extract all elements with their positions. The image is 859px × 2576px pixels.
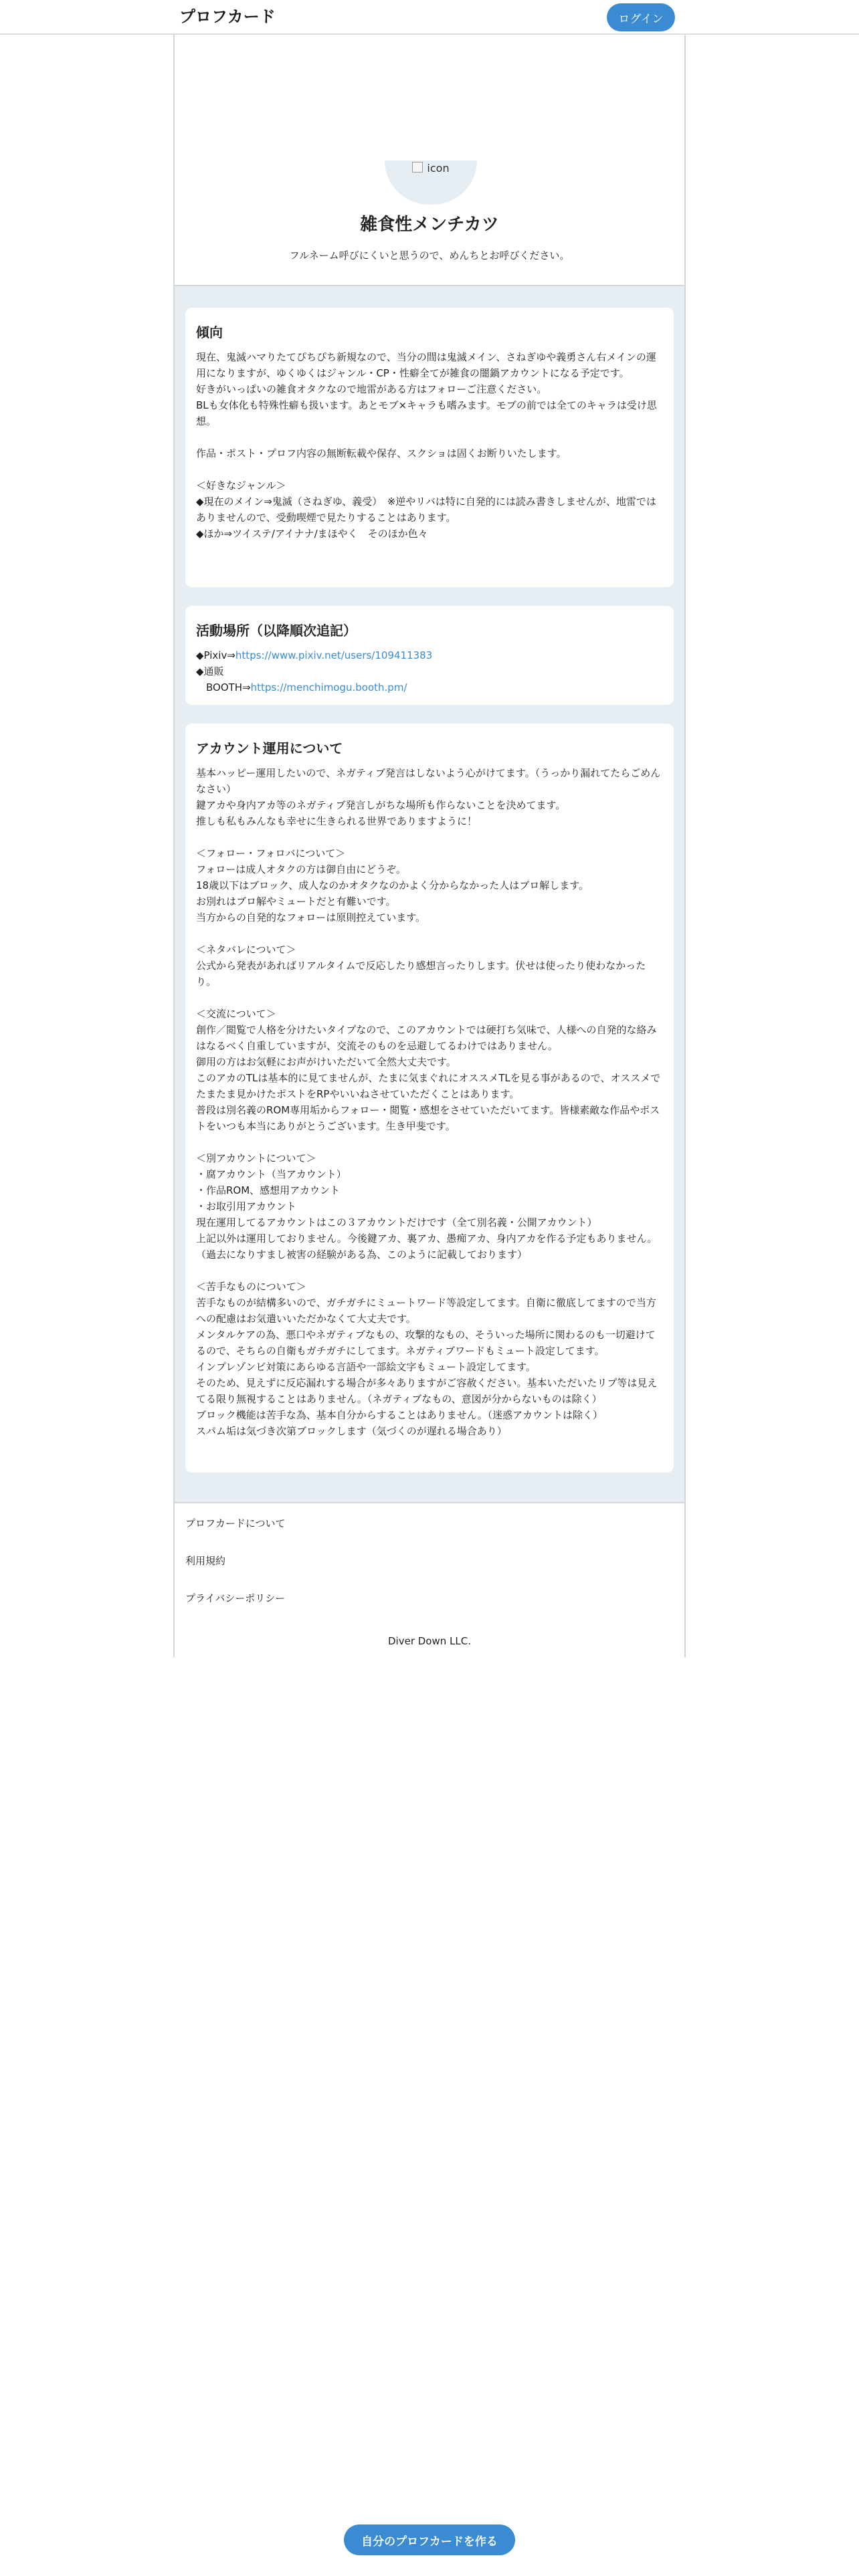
header	[0, 0, 859, 35]
create-profile-card-button[interactable]: 自分のプロフカードを作る	[344, 2525, 515, 2555]
section-title: アカウント運用について	[196, 740, 343, 756]
section-title: 活動場所（以降順次追記）	[196, 623, 357, 639]
login-button[interactable]: ログイン	[607, 3, 675, 31]
section-body: 基本ハッピー運用したいので、ネガティブ発言はしないよう心がけてます。（うっかり漏れてたらごめんなさい） 鍵アカや身内アカ等のネガティブ発言しがちな場所も作らないことを決めてます。 推しも私もみんなも幸せに生きられる世界でありますように！ ＜フォロー・フォロバについて＞ フォローは成人オタクの方は御自由にどうぞ。 18歳以下はブロック、成人なのかオタクなのかよく分からなかった人はブロ解します。 お別れはブロ解やミュートだと有難いです。 当方からの自発的なフォローは原則控えています。 ＜ネタバレについて＞ 公式から発表があればリアルタイムで反応したり感想言ったりします。伏せは使ったり使わなかったり。 ＜交流について＞ 創作／閲覧で人格を分けたいタイプなので、このアカウントでは硬打ち気味で、人様への自発的な絡みはなるべく自重していますが、交流そのものを忌避してるわけではありません。 御用の方はお気軽にお声がけいただいて全然大丈夫です。 このアカのTLは基本的に見てませんが、たまに気まぐれにオススメTLを見る事があるので、オススメでたまたま見かけたポストをRPやいいねさせていただくことはあります。 普段は別名義のROM専用垢からフォロー・閲覧・感想をさせていただいてます。皆様素敵な作品やポストをいつも本当にありがとうございます。生き甲斐です。 ＜別アカウントについて＞ ・腐アカウント（当アカウント） ・作品ROM、感想用アカウント ・お取引用アカウント 現在運用してるアカウントはこの３アカウントだけです（全て別名義・公開アカウント） 上記以外は運用しておりません。今後鍵アカ、裏アカ、愚痴アカ、身内アカを作る予定もありません。 （過去になりすまし被害の経験がある為、このように記載しております） ＜苦手なものについて＞ 苦手なものが結構多いので、ガチガチにミュートワード等設定してます。自衛に徹底してますので当方への配慮はお気遣いいただかなくて大丈夫です。 メンタルケアの為、悪口やネガティブなもの、攻撃的なもの、そういった場所に関わるのも一切避けてるので、そちらの自衛もガチガチにしてます。ネガティブワードもミュート設定してます。 インプレゾンビ対策にあらゆる言語や一部絵文字もミュート設定してます。 そのため、見えずに反応漏れする場合が多々ありますがご容赦ください。基本いただいたリプ等は見えてる限り無視することはありません。（ネガティブなもの、意図が分からないものは除く） ブロック機能は苦手な為、基本自分からすることはありません。（迷惑アカウントは除く） スパム垢は気づき次第ブロックします（気づくのが遅れる場合あり）	[196, 767, 661, 1437]
footer-link-privacy[interactable]: プライバシーポリシー	[185, 1592, 286, 1604]
section-card-account-operation	[185, 724, 674, 1473]
section-card-tendency	[185, 308, 674, 587]
profile-bio: フルネーム呼びにくいと思うので、めんちとお呼びください。	[289, 249, 570, 261]
booth-line	[196, 679, 663, 695]
section-body: 現在、鬼滅ハマりたてぴちぴち新規なので、当分の間は鬼滅メイン、さねぎゆや義勇さん右メインの運用になりますが、ゆくゆくはジャンル・CP・性癖全てが雑食の闇鍋アカウントになる予定です。 好きがいっぱいの雑食オタクなので地雷がある方はフォローご注意ください。 BLも女体化も特殊性癖も扱います。あとモブ×キャラも嗜みます。モブの前では全てのキャラは受け思想。 作品・ポスト・プロフ内容の無断転載や保存、スクショは固くお断りいたします。 ＜好きなジャンル＞ ◆現在のメイン⇒鬼滅（さねぎゆ、義受） ※逆やリバは特に自発的には読み書きしませんが、地雷ではありませんので、受動喫煙で見たりすることはあります。 ◆ほか⇒ツイステ/アイナナ/まほやく そのほか色々	[196, 351, 657, 540]
footer-link-about[interactable]: プロフカードについて	[185, 1517, 286, 1529]
pixiv-link[interactable]: https://www.pixiv.net/users/109411383	[235, 649, 433, 661]
pixiv-prefix: ◆Pixiv⇒	[196, 649, 235, 661]
site-title[interactable]: プロフカード	[179, 7, 276, 26]
profile-container	[173, 35, 686, 1657]
sections-area	[175, 286, 684, 1502]
pixiv-line	[196, 647, 663, 663]
profile-header	[175, 35, 684, 286]
booth-link[interactable]: https://menchimogu.booth.pm/	[250, 681, 407, 693]
section-title: 傾向	[196, 324, 223, 340]
booth-prefix: BOOTH⇒	[196, 681, 251, 693]
section-card-activity	[185, 606, 674, 705]
footer-link-terms[interactable]: 利用規約	[185, 1555, 226, 1567]
company-name: Diver Down LLC.	[388, 1635, 471, 1647]
broken-image-icon: icon	[385, 160, 477, 177]
profile-name: 雑食性メンチカツ	[360, 215, 499, 235]
footer-links	[175, 1502, 684, 1604]
tsuhan-label: ◆通販	[196, 665, 224, 677]
